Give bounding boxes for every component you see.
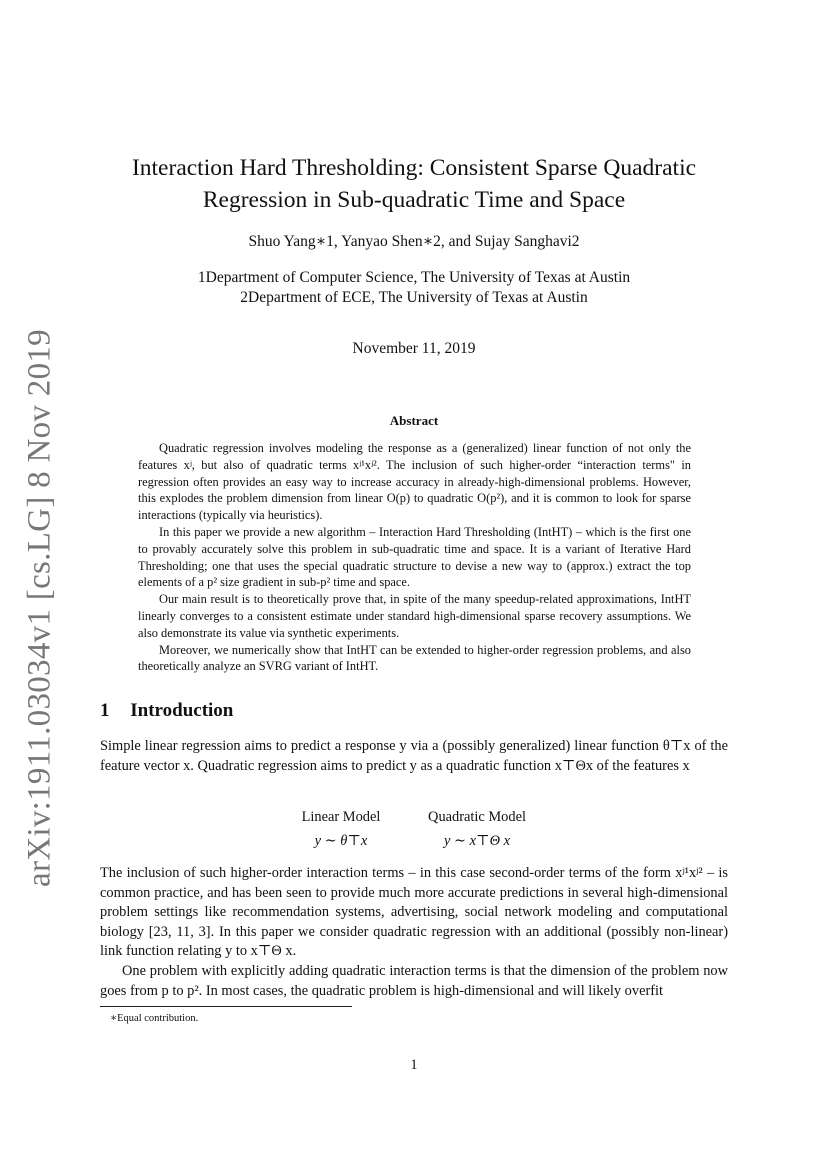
- affiliation-2: 2Department of ECE, The University of Texas at Austin: [240, 289, 588, 306]
- abstract-paragraph: Moreover, we numerically show that IntHT can be extended to higher-order regression problems, and also theoretically analyze an SVRG variant of IntHT.: [138, 642, 691, 674]
- intro-paragraph-3-text: One problem with explicitly adding quadratic interaction terms is that the dimension of the problem now goes from p to p². In most cases, the quadratic problem is high-dimensional and will likely overfit: [100, 963, 728, 999]
- abstract-paragraph: In this paper we provide a new algorithm – Interaction Hard Thresholding (IntHT) – which is the first one to provably accurately solve this problem in sub-quadratic time and space. It is a variant of Iterative Hard Thresholding; one that uses the special quadratic structure to devise a new way to (approx.) extract the top elements of a p² size gradient in sub-p² time and space.: [138, 524, 691, 590]
- quadratic-model-label: Quadratic Model: [428, 809, 526, 825]
- intro-paragraph-2-text: The inclusion of such higher-order interaction terms – in this case second-order terms of the form xʲ¹xʲ² – is common practice, and has been seen to provide much more accurate predictions in several high-dimensional problem settings like recommendation systems, advertising, social network modeling and computational biology [23, 11, 3]. In this paper we consider quadratic regression with an additional (possibly non-linear) link function relating y to x⊤Θ x.: [100, 865, 728, 959]
- intro-paragraph-3: [100, 962, 728, 1001]
- abstract-heading: Abstract: [389, 413, 439, 428]
- intro-paragraph-1-text: Simple linear regression aims to predict a response y via a (possibly generalized) linear function θ⊤x of the feature vector x. Quadratic regression aims to predict y as a quadratic function x⊤Θx of the features x: [100, 738, 728, 774]
- footnote-rule: [100, 1006, 352, 1007]
- abstract-paragraph: Our main result is to theoretically prove that, in spite of the many speedup-related approximations, IntHT linearly converges to a consistent estimate under standard high-dimensional sparse recovery assumptions. We also demonstrate its value via synthetic experiments.: [138, 592, 691, 640]
- section-number: 1: [100, 700, 110, 721]
- intro-paragraph-1: [100, 737, 728, 776]
- paper-title: [90, 152, 738, 216]
- linear-model-label: Linear Model: [301, 809, 381, 825]
- intro-paragraph-2: [100, 864, 728, 962]
- section-title: Introduction: [130, 700, 234, 721]
- footnote: ∗Equal contribution.: [110, 1013, 199, 1024]
- page-number: 1: [410, 1057, 418, 1073]
- affiliation-1: 1Department of Computer Science, The University of Texas at Austin: [197, 269, 631, 286]
- affiliations: [90, 268, 738, 308]
- quadratic-model: [407, 809, 547, 850]
- title-line-2: Regression in Sub-quadratic Time and Space: [202, 187, 626, 213]
- paper-date: November 11, 2019: [352, 340, 476, 357]
- arxiv-identifier: [20, 328, 60, 887]
- quadratic-model-equation: y ∼ x⊤Θ x: [444, 833, 510, 849]
- authors-text: Shuo Yang∗1, Yanyao Shen∗2, and Sujay Sanghavi2: [248, 233, 580, 250]
- abstract-body: [138, 440, 691, 675]
- section-heading: [100, 700, 233, 722]
- abstract-paragraph: Quadratic regression involves modeling the response as a (generalized) linear function of not only the features xʲ, but also of quadratic terms xʲ¹xʲ². The inclusion of such higher-order “interaction terms" in regression often provides an easy way to increase accuracy in already-high-dimensional problems. However, this explodes the problem dimension from linear O(p) to quadratic O(p²), and it is common to look for sparse interactions (typically via heuristics).: [138, 441, 691, 523]
- linear-model: [271, 809, 411, 850]
- title-line-1: Interaction Hard Thresholding: Consistent Sparse Quadratic: [131, 155, 697, 181]
- arxiv-id-text: arXiv:1911.03034v1 [cs.LG] 8 Nov 2019: [21, 328, 58, 887]
- author-list: [90, 232, 738, 251]
- linear-model-equation: y ∼ θ⊤x: [314, 833, 368, 849]
